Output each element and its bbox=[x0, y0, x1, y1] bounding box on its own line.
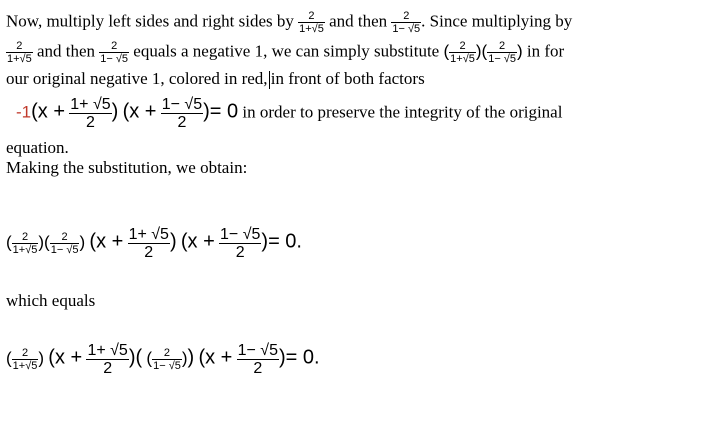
fraction-2-over-1-minus-root5: $\frac{2}{1- √5}$ bbox=[100, 40, 129, 65]
text: our original negative 1, colored in red, bbox=[6, 69, 268, 88]
fraction-2-over-1-plus-root5: $\frac{2}{1+√5}$ bbox=[7, 40, 32, 65]
paragraph-line-1 bbox=[6, 10, 572, 35]
equation-substituted: ( $\frac{2}{1+√5}$ )( $\frac{2}{1- √5}$ ) (x + $\frac{1+ √5}{2}$ ) (x + $\frac{1- √5}{2}$ )= 0. bbox=[6, 226, 302, 261]
text-cursor bbox=[269, 71, 270, 89]
fraction-2-over-1-minus-root5: $\frac{2}{1- √5}$ bbox=[153, 347, 181, 372]
negative-one-red: -1 bbox=[16, 102, 32, 122]
paragraph-line-2: $\frac{2}{1+√5}$ and then $\frac{2}{1- √5}$ equals a negative 1, we can simply substitute ( $\frac{2}{1+√5}$ )( $\frac{2}{1- √5}$ ) in for bbox=[7, 40, 565, 65]
fraction-1-minus-root5-over-2: $\frac{1- √5}{2}$ bbox=[237, 342, 278, 377]
text: equals a negative 1, we can simply substitute bbox=[133, 41, 440, 61]
text-which-equals: which equals bbox=[6, 291, 96, 310]
text: in order to preserve the integrity of the original bbox=[242, 102, 563, 122]
fraction-2-over-1-plus-root5: $\frac{2}{1+√5}$ bbox=[299, 10, 324, 35]
text: . Since multiplying by bbox=[421, 11, 573, 31]
equation-final: ( $\frac{2}{1+√5}$ ) (x + $\frac{1+ √5}{2}$ )( ( $\frac{2}{1- √5}$ )) (x + $\frac{1- √5}{2}$ )= 0. bbox=[6, 342, 320, 377]
fraction-2-over-1-minus-root5: $\frac{2}{1- √5}$ bbox=[488, 40, 516, 65]
paragraph-line-3 bbox=[6, 69, 425, 89]
fraction-2-over-1-minus-root5: $\frac{2}{1- √5}$ bbox=[392, 10, 421, 35]
fraction-1-minus-root5-over-2: $\frac{1- √5}{2}$ bbox=[161, 96, 203, 131]
text: in front of both factors bbox=[270, 69, 425, 88]
text-making-substitution: Making the substitution, we obtain: bbox=[6, 158, 248, 177]
text-equation-end: equation. bbox=[6, 138, 69, 157]
fraction-2-over-1-plus-root5: $\frac{2}{1+√5}$ bbox=[450, 40, 475, 65]
text: and then bbox=[36, 41, 96, 61]
fraction-1-plus-root5-over-2: $\frac{1+ √5}{2}$ bbox=[128, 226, 169, 261]
fraction-1-minus-root5-over-2: $\frac{1- √5}{2}$ bbox=[220, 226, 261, 261]
equation-neg1: -1(x + $\frac{1+ √5}{2}$ ) (x + $\frac{1- √5}{2}$ )= 0 in order to preserve the integrity of the original bbox=[16, 96, 563, 131]
text: in for bbox=[526, 41, 565, 61]
text: and then bbox=[329, 11, 388, 31]
fraction-2-over-1-plus-root5: $\frac{2}{1+√5}$ bbox=[12, 347, 38, 372]
fraction-2-over-1-minus-root5: $\frac{2}{1- √5}$ bbox=[50, 231, 79, 256]
fraction-2-over-1-plus-root5: $\frac{2}{1+√5}$ bbox=[12, 231, 38, 256]
text: Now, multiply left sides and right sides by bbox=[6, 11, 294, 31]
fraction-1-plus-root5-over-2: $\frac{1+ √5}{2}$ bbox=[70, 96, 111, 131]
fraction-1-plus-root5-over-2: $\frac{1+ √5}{2}$ bbox=[87, 342, 128, 377]
